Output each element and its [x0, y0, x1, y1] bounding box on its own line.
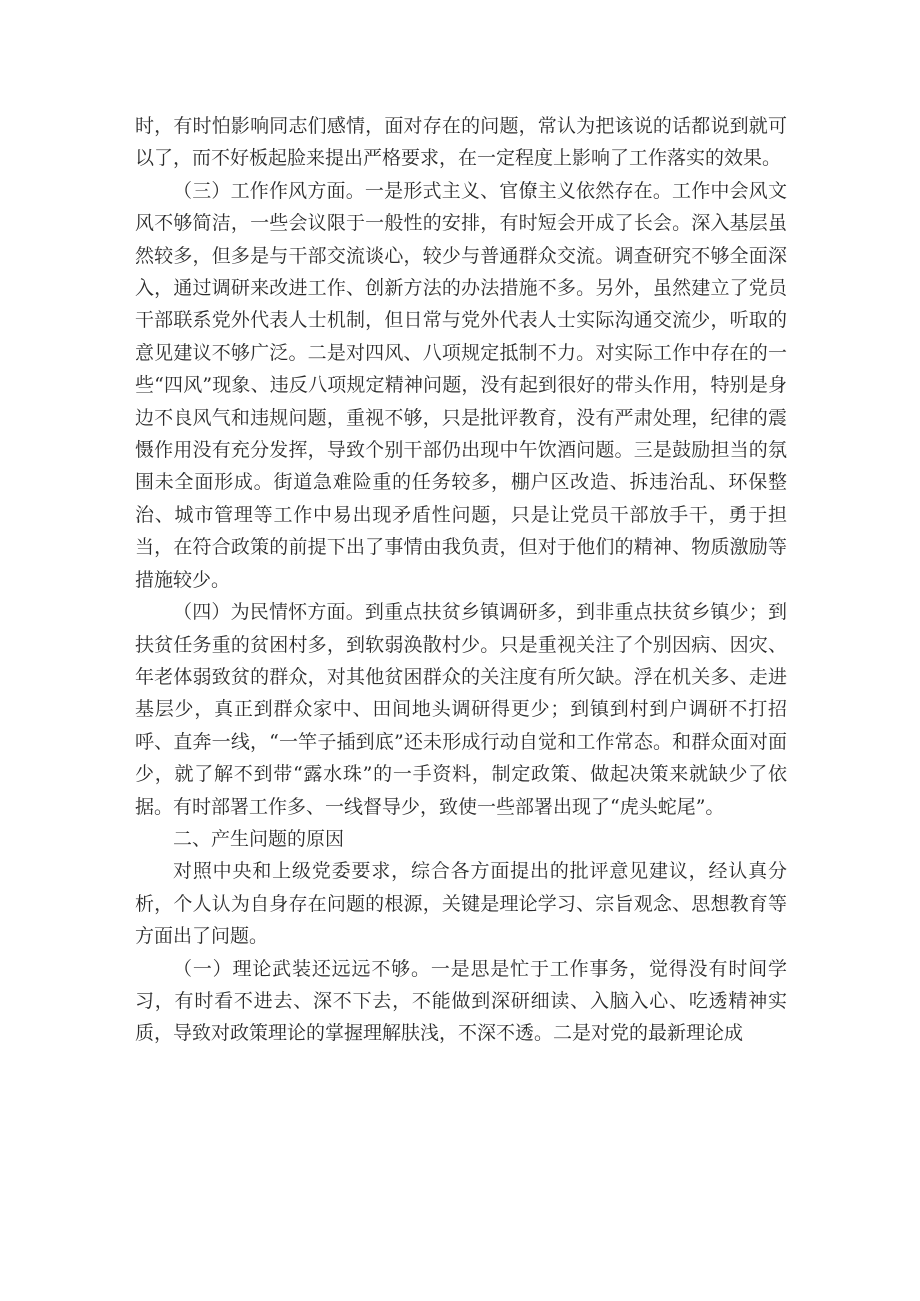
document-body	[135, 110, 787, 1050]
paragraph-causes-intro: 对照中央和上级党委要求，综合各方面提出的批评意见建议，经认真分析，个人认为自身存在问题的根源，关键是理论学习、宗旨观念、思想教育等方面出了问题。	[135, 860, 787, 948]
paragraph-theory-armament: （一）理论武装还远远不够。一是思是忙于工作事务，觉得没有时间学习，有时看不进去、深不下去，不能做到深研细读、入脑入心、吃透精神实质，导致对政策理论的掌握理解肤浅，不深不透。二是对党的最新理论成	[135, 957, 787, 1045]
paragraph-people-sentiment: （四）为民情怀方面。到重点扶贫乡镇调研多，到非重点扶贫乡镇少；到扶贫任务重的贫困村多，到软弱涣散村少。只是重视关注了个别因病、因灾、年老体弱致贫的群众，对其他贫困群众的关注度有所欠缺。浮在机关多、走进基层少，真正到群众家中、田间地头调研得更少；到镇到村到户调研不打招呼、直奔一线，“一竿子插到底”还未形成行动自觉和工作常态。和群众面对面少，就了解不到带“露水珠”的一手资料，制定政策、做起决策来就缺少了依据。有时部署工作多、一线督导少，致使一些部署出现了“虎头蛇尾”。	[135, 601, 787, 818]
section-heading-causes: 二、产生问题的原因	[173, 827, 345, 850]
paragraph-continuation: 时，有时怕影响同志们感情，面对存在的问题，常认为把该说的话都说到就可以了，而不好板起脸来提出严格要求，在一定程度上影响了工作落实的效果。	[135, 115, 787, 170]
paragraph-work-style: （三）工作作风方面。一是形式主义、官僚主义依然存在。工作中会风文风不够简洁，一些会议限于一般性的安排，有时短会开成了长会。深入基层虽然较多，但多是与干部交流谈心，较少与普通群众交流。调查研究不够全面深入，通过调研来改进工作、创新方法的办法措施不多。另外，虽然建立了党员干部联系党外代表人士机制，但日常与党外代表人士实际沟通交流少，听取的意见建议不够广泛。二是对四风、八项规定抵制不力。对实际工作中存在的一些“四风”现象、违反八项规定精神问题，没有起到很好的带头作用，特别是身边不良风气和违规问题，重视不够，只是批评教育，没有严肃处理，纪律的震慑作用没有充分发挥，导致个别干部仍出现中午饮酒问题。三是鼓励担当的氛围未全面形成。街道急难险重的任务较多，棚户区改造、拆违治乱、环保整治、城市管理等工作中易出现矛盾性问题，只是让党员干部放手干，勇于担当，在符合政策的前提下出了事情由我负责，但对于他们的精神、物质激励等措施较少。	[135, 179, 787, 591]
